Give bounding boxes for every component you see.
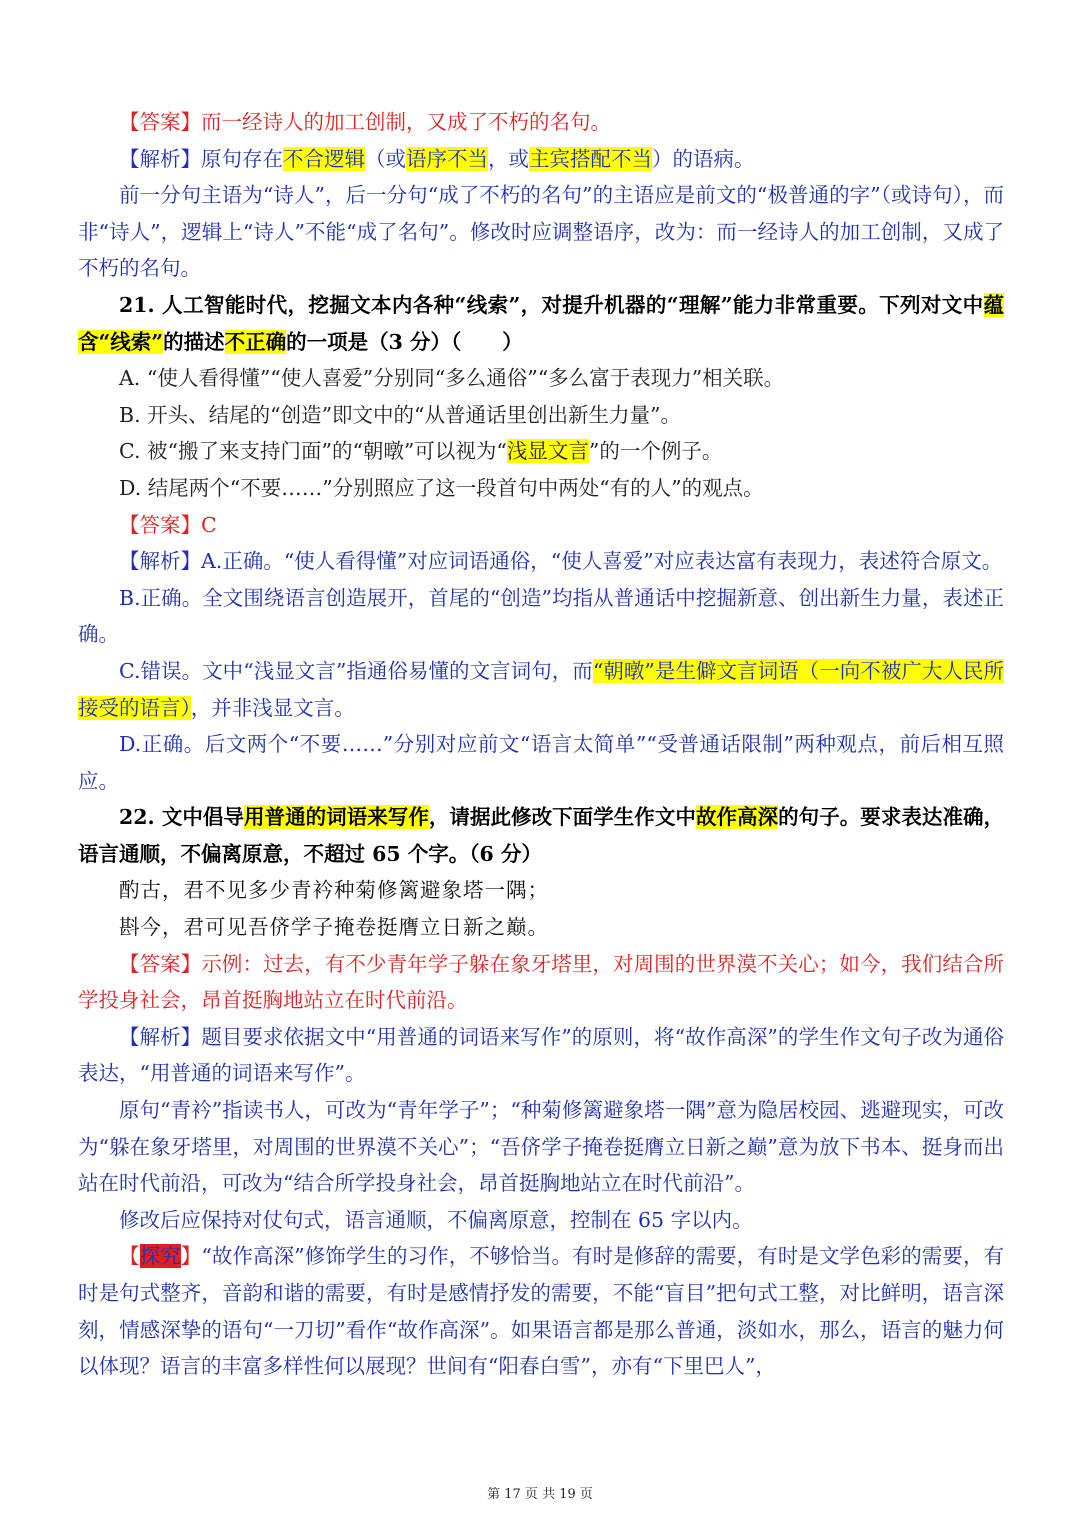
q22-stem: 22. 文中倡导用普通的词语来写作，请据此修改下面学生作文中故作高深的句子。要求表达准确，语言通顺，不偏离原意，不超过 65 个字。（6 分） <box>78 805 1005 866</box>
q21-option-c: C. 被“搬了来支持门面”的“朝暾”可以视为“浅显文言”的一个例子。 <box>119 439 723 464</box>
probe-label: 探究 <box>139 1244 181 1269</box>
page-footer: 第 17 页 共 19 页 <box>487 1487 593 1502</box>
q21-analysis-d: D.正确。后文两个“不要……”分别对应前文“语言太简单”“受普通话限制”两种观点，前后相互照应。 <box>78 732 1004 793</box>
q22-probe: 【探究】“故作高深”修饰学生的习作，不够恰当。有时是修辞的需要，有时是文学色彩的需要，有时是句式整齐，音韵和谐的需要，有时是感情抒发的需要，不能“盲目”把句式工整，对比鲜明，语言深刻，情感深挚的语句“一刀切”看作“故作高深”。如果语言都是那么普通，淡如水，那么，语言的魅力何以体现？语言的丰富多样性何以展现？世间有“阳春白雪”，亦有“下里巴人”， <box>78 1244 1005 1379</box>
q20-analysis: 【解析】原句存在不合逻辑（或语序不当，或主宾搭配不当）的语病。 <box>119 146 755 171</box>
q21-option-a: A. “使人看得懂”“使人喜爱”分别同“多么通俗”“多么富于表现力”相关联。 <box>119 366 785 391</box>
q22-sentence-1: 酌古，君不见多少青衿种菊修篱避象塔一隅； <box>119 878 549 903</box>
q21-stem: 21. 人工智能时代，挖掘文本内各种“线索”，对提升机器的“理解”能力非常重要。下列对文中蕴含“线索”的描述不正确的一项是（3 分）（ ） <box>78 292 1004 354</box>
q20-answer: 【答案】而一经诗人的加工创制，又成了不朽的名句。 <box>119 110 611 134</box>
q21-analysis-c: C.错误。文中“浅显文言”指通俗易懂的文言词句，而“朝暾”是生僻文言词语（一向不被广大人民所接受的语言），并非浅显文言。 <box>78 658 1004 720</box>
answer-label: 【答案】 <box>119 951 202 976</box>
highlight: 不合逻辑 <box>283 146 365 171</box>
highlight: 语序不当 <box>406 146 488 171</box>
highlight: 故作高深 <box>695 805 779 830</box>
highlight: 用普通的词语来写作 <box>244 805 429 830</box>
q22-sentence-2: 斟今，君可见吾侪学子掩卷挺膺立日新之巅。 <box>119 915 549 940</box>
highlight: 不正确 <box>224 329 287 354</box>
answer-label: 【答案】 <box>119 512 201 537</box>
q21-analysis-a: 【解析】A.正确。“使人看得懂”对应词语通俗，“使人喜爱”对应表达富有表现力，表述符合原文。 <box>119 549 1003 574</box>
answer-label: 【答案】 <box>119 110 201 134</box>
q22-analysis-3: 修改后应保持对仗句式，语言通顺，不偏离原意，控制在 65 字以内。 <box>119 1207 753 1232</box>
q21-option-b: B. 开头、结尾的“创造”即文中的“从普通话里创出新生力量”。 <box>119 402 682 427</box>
analysis-label: 【解析】 <box>119 146 201 171</box>
highlight: 浅显文言 <box>506 439 589 464</box>
q21-analysis-b: B.正确。全文围绕语言创造展开，首尾的“创造”均指从普通话中挖掘新意、创出新生力量，表述正确。 <box>78 585 1004 647</box>
analysis-label: 【解析】 <box>119 549 201 574</box>
highlight: 蕴含“线索” <box>78 292 1004 354</box>
highlight: 主宾搭配不当 <box>529 146 652 171</box>
analysis-label: 【解析】 <box>119 1024 202 1049</box>
document-body <box>78 104 1004 1385</box>
q21-answer: 【答案】C <box>119 512 217 537</box>
q21-option-d: D. 结尾两个“不要……”分别照应了这一段首句中两处“有的人”的观点。 <box>119 475 764 500</box>
q22-analysis-1: 【解析】题目要求依据文中“用普通的词语来写作”的原则，将“故作高深”的学生作文句子改为通俗表达，“用普通的词语来写作”。 <box>78 1024 1004 1086</box>
q22-analysis-2: 原句“青衿”指读书人，可改为“青年学子”；“种菊修篱避象塔一隅”意为隐居校园、逃避现实，可改为“躲在象牙塔里，对周围的世界漠不关心”；“吾侪学子掩卷挺膺立日新之巅”意为放下书本、挺身而出站在时代前沿，可改为“结合所学投身社会，昂首挺胸地站立在时代前沿”。 <box>78 1098 1004 1196</box>
q20-analysis-detail: 前一分句主语为“诗人”，后一分句“成了不朽的名句”的主语应是前文的“极普通的字”（或诗句），而非“诗人”，逻辑上“诗人”不能“成了名句”。修改时应调整语序，改为：而一经诗人的加工创制，又成了不朽的名句。 <box>78 183 1004 281</box>
highlight: “朝暾”是生僻文言词语（一向不被广大人民所接受的语言） <box>78 658 1004 720</box>
q22-answer: 【答案】示例：过去，有不少青年学子躲在象牙塔里，对周围的世界漠不关心；如今，我们结合所学投身社会，昂首挺胸地站立在时代前沿。 <box>78 951 1005 1013</box>
